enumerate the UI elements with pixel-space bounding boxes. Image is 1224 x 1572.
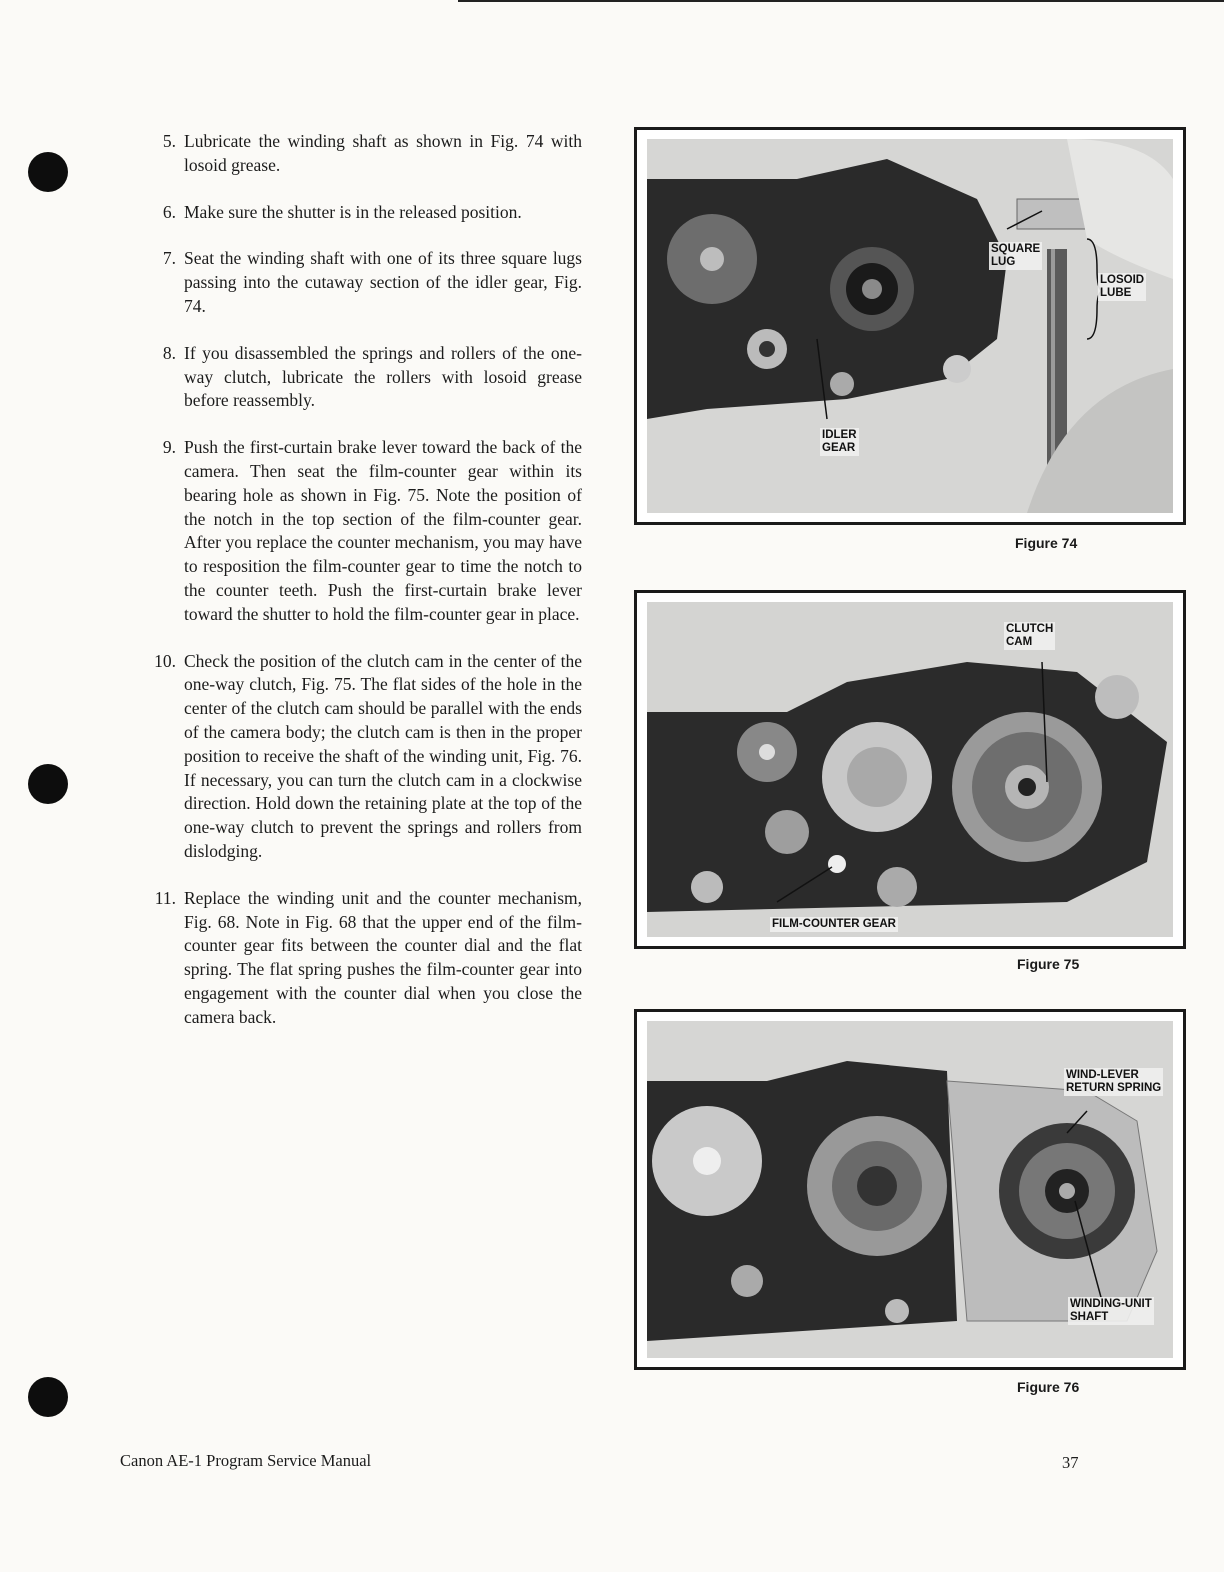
page-number: 37 — [1062, 1453, 1079, 1472]
idler-gear-label — [820, 428, 859, 456]
step-item — [138, 342, 582, 413]
top-edge-rule — [458, 0, 1224, 2]
idler-gear-label-line2: GEAR — [822, 442, 856, 454]
losoid-lube-label — [1098, 273, 1146, 301]
step-text: Seat the winding shaft with one of its three square lugs passing into the cutaway section of the idler gear, Fig. 74. — [184, 248, 582, 316]
figure-75-caption: Figure 75 — [1017, 956, 1080, 972]
figure-75-photo-frame — [634, 590, 1186, 949]
wind-lever-return-spring-label — [1064, 1068, 1163, 1096]
step-number: 7. — [162, 248, 176, 269]
clutch-cam-label-line2: CAM — [1006, 636, 1033, 648]
step-item — [138, 650, 582, 864]
instruction-steps — [138, 130, 582, 1053]
losoid-lube-label-line1: LOSOID — [1100, 274, 1145, 286]
clutch-cam-label — [1004, 622, 1055, 650]
step-text: Lubricate the winding shaft as shown in Fig. 74 with losoid grease. — [184, 131, 582, 175]
figure-76-caption: Figure 76 — [1017, 1379, 1080, 1395]
square-lug-label-line2: LUG — [991, 256, 1016, 268]
step-text: Make sure the shutter is in the released position. — [184, 201, 522, 222]
step-item — [138, 201, 582, 225]
wind-lever-label-line1: WIND-LEVER — [1066, 1069, 1139, 1081]
film-counter-gear-label: FILM-COUNTER GEAR — [772, 918, 896, 930]
winding-unit-label-line1: WINDING-UNIT — [1070, 1298, 1152, 1310]
wind-lever-label-line2: RETURN SPRING — [1066, 1082, 1162, 1094]
step-number: 8. — [162, 342, 176, 363]
step-number: 6. — [162, 201, 176, 222]
idler-gear-label-line1: IDLER — [822, 429, 857, 441]
clutch-cam-label-line1: CLUTCH — [1006, 623, 1054, 635]
winding-unit-label-line2: SHAFT — [1070, 1311, 1109, 1323]
figure-75 — [634, 590, 1186, 980]
step-number: 9. — [162, 437, 176, 458]
figure-74-photo — [647, 139, 1173, 513]
winding-unit-shaft-label — [1068, 1297, 1154, 1325]
step-item — [138, 247, 582, 318]
step-number: 11. — [154, 887, 176, 908]
step-item — [138, 436, 582, 626]
step-text: Replace the winding unit and the counter mechanism, Fig. 68. Note in Fig. 68 that the upper end of the film-counter gear fits between the counter dial and the flat spring. The flat spring pushes the film-counter gear into engagement with the counter dial when you close the camera back. — [184, 887, 582, 1027]
binder-hole-bottom — [28, 1377, 68, 1417]
square-lug-label — [989, 242, 1042, 270]
manual-title: Canon AE-1 Program Service Manual — [120, 1451, 372, 1470]
binder-hole-middle — [28, 764, 68, 804]
figure-75-photo — [647, 602, 1173, 937]
binder-hole-top — [28, 152, 68, 192]
figure-74 — [634, 127, 1186, 551]
step-item — [138, 130, 582, 178]
square-lug-label-line1: SQUARE — [991, 243, 1041, 255]
step-number: 10. — [154, 650, 176, 671]
step-item — [138, 887, 582, 1030]
step-number: 5. — [162, 131, 176, 151]
losoid-lube-label-line2: LUBE — [1100, 287, 1132, 299]
figure-74-caption: Figure 74 — [1015, 535, 1078, 551]
step-text: Push the first-curtain brake lever toward the back of the camera. Then seat the film-counter gear within its bearing hole as shown in Fig. 75. Note the position of the notch in the top section of the film-counter gear. After you replace the counter mechanism, you may have to resposition the film-counter gear to time the notch to the counter teeth. Push the first-curtain brake lever toward the shutter to hold the film-counter gear in place. — [184, 437, 582, 624]
step-text: If you disassembled the springs and rollers of the one-way clutch, lubricate the rollers with losoid grease before reassembly. — [184, 342, 582, 411]
figure-76 — [634, 1009, 1186, 1401]
step-text: Check the position of the clutch cam in the center of the one-way clutch, Fig. 75. The flat sides of the hole in the center of the clutch cam should be parallel with the ends of the camera body; the clutch cam is then in the proper position to receive the shaft of the winding unit, Fig. 76. If necessary, you can turn the clutch cam in a clockwise direction. Hold down the retaining plate at the top of the one-way clutch to prevent the springs and rollers from dislodging. — [184, 650, 582, 861]
figure-74-photo-frame — [634, 127, 1186, 525]
